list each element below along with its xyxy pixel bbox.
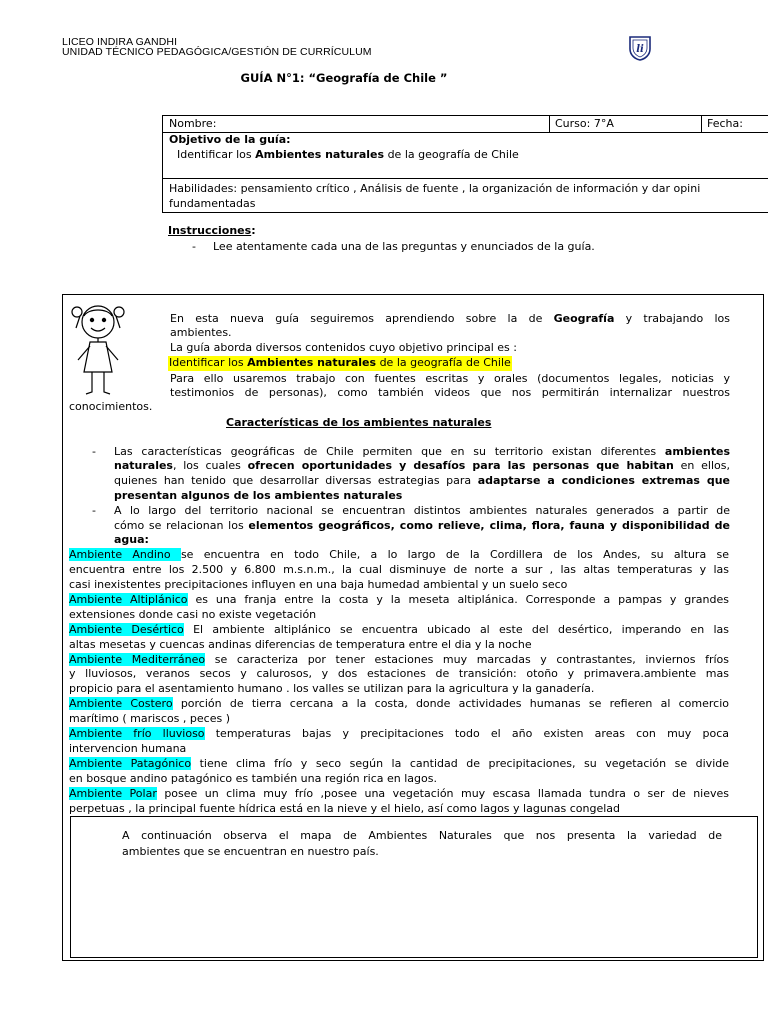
ambiente-costero-line-2: marítimo ( mariscos , peces )	[69, 712, 230, 725]
ambiente-polar-line-1: Ambiente Polar posee un clima muy frío ,posee una vegetación muy escasa llamada tundra o ser de nieves	[69, 787, 729, 800]
bullet-1-line-1: Las características geográficas de Chile permiten que en su territorio existan diferentes ambientes	[114, 445, 730, 458]
habilidades-text-2: fundamentadas	[169, 197, 256, 210]
ambiente-costero-line-1: Ambiente Costero porción de tierra cercana a la costa, donde actividades humanas se refieren al comercio	[69, 697, 729, 710]
section-title: Características de los ambientes naturales	[226, 416, 492, 429]
bullet-dash: -	[92, 504, 96, 517]
intro-line-7: conocimientos.	[69, 400, 153, 413]
ambiente-patagonico-line-2: en bosque andino patagónico es también una región rica en lagos.	[69, 772, 437, 785]
instrucciones-label: Instrucciones:	[168, 224, 256, 237]
bullet-1-line-4: presentan algunos de los ambientes naturales	[114, 489, 403, 502]
ambiente-mediterraneo-line-2: y lluviosos, veranos secos y calurosos, y dos estaciones de transición: otoño y primavera.ambiente mas	[69, 667, 729, 680]
ambiente-desertico-line-2: altas mesetas y cuencas andinas diferencias de temperatura entre el dia y la noche	[69, 638, 532, 651]
nombre-field[interactable]: Nombre:	[169, 117, 217, 130]
objetivo-label: Objetivo de la guía:	[169, 133, 291, 146]
ambiente-andino-line-2: encuentra entre los 2.500 y 6.800 m.s.n.m., la cual disminuye de norte a sur , las altas temperaturas y las	[69, 563, 729, 576]
ambiente-desertico-line-1: Ambiente Desértico El ambiente altiplánico se encuentra ubicado al este del desértico, imperando en las	[69, 623, 729, 636]
bullet-1-line-2: naturales, los cuales ofrecen oportunidades y desafíos para las personas que habitan en ellos,	[114, 459, 730, 472]
habilidades-text: Habilidades: pensamiento crítico , Análisis de fuente , la organización de información y dar opini	[169, 182, 701, 195]
school-name: LICEO INDIRA GANDHI	[62, 36, 178, 48]
intro-line-6: testimonios de personas), como también videos que nos permitirán internalizar nuestros	[170, 386, 730, 399]
instrucciones-item: Lee atentamente cada una de las preguntas y enunciados de la guía.	[213, 240, 595, 253]
bullet-1-line-3: quienes han tenido que desarrollar diversas estrategias para adaptarse a condiciones extremas que	[114, 474, 730, 487]
ambiente-frio-line-2: intervencion humana	[69, 742, 187, 755]
ambiente-andino-line-1: Ambiente Andino se encuentra en todo Chile, a lo largo de la Cordillera de los Andes, su altura se	[69, 548, 729, 561]
ambiente-frio-line-1: Ambiente frío lluvioso temperaturas bajas y precipitaciones todo el año existen areas con muy poca	[69, 727, 729, 740]
guide-title: GUÍA N°1: “Geografía de Chile ”	[240, 71, 448, 85]
intro-line-2: ambientes.	[170, 326, 232, 339]
map-box-line-1: A continuación observa el mapa de Ambientes Naturales que nos presenta la variedad de	[122, 829, 722, 842]
ambiente-altiplanico-line-2: extensiones donde casi no existe vegetación	[69, 608, 317, 621]
intro-line-1: En esta nueva guía seguiremos aprendiendo sobre la de Geografía y trabajando los	[170, 312, 730, 325]
ambiente-altiplanico-line-1: Ambiente Altiplánico es una franja entre la costa y la meseta altiplánica. Corresponde a pampas y grandes	[69, 593, 729, 606]
intro-line-5: Para ello usaremos trabajo con fuentes escritas y orales (documentos legales, noticias y	[170, 372, 730, 385]
ambiente-mediterraneo-line-3: propicio para el asentamiento humano . los valles se utilizan para la agricultura y la ganadería.	[69, 682, 595, 695]
objetivo-text: Identificar los Ambientes naturales de la geografía de Chile	[177, 148, 519, 161]
bullet-2-line-1: A lo largo del territorio nacional se encuentran distintos ambientes naturales generados a partir de	[114, 504, 730, 517]
ambiente-polar-line-2: perpetuas , la principal fuente hídrica está en la nieve y el hielo, así como lagos y lagunas congelad	[69, 802, 621, 815]
unit-name: UNIDAD TÉCNICO PEDAGÓGICA/GESTIÓN DE CURRÍCULUM	[62, 46, 372, 58]
fecha-field[interactable]: Fecha:	[707, 117, 743, 130]
bullet-2-line-3: agua:	[114, 533, 149, 546]
ambiente-andino-line-3: casi inexistentes precipitaciones influyen en una baja humedad ambiental y un suelo seco	[69, 578, 568, 591]
curso-field: Curso: 7°A	[555, 117, 614, 130]
girl-cartoon-icon	[68, 298, 128, 398]
intro-objective-highlight: Identificar los Ambientes naturales de la geografía de Chile	[169, 356, 511, 369]
instrucciones-dash: -	[192, 240, 196, 253]
info-table	[162, 115, 768, 213]
intro-line-3: La guía aborda diversos contenidos cuyo objetivo principal es :	[170, 341, 517, 354]
bullet-dash: -	[92, 445, 96, 458]
svg-text:li: li	[636, 44, 644, 55]
bullet-2-line-2: cómo se relacionan los elementos geográficos, como relieve, clima, flora, fauna y disponibilidad de	[114, 519, 730, 532]
map-box-line-2: ambientes que se encuentran en nuestro país.	[122, 845, 379, 858]
ambiente-mediterraneo-line-1: Ambiente Mediterráneo se caracteriza por tener estaciones muy marcadas y contrastantes, inviernos fríos	[69, 653, 729, 666]
school-crest-icon	[627, 35, 653, 61]
ambiente-patagonico-line-1: Ambiente Patagónico tiene clima frío y seco según la cantidad de precipitaciones, su vegetación se divide	[69, 757, 729, 770]
